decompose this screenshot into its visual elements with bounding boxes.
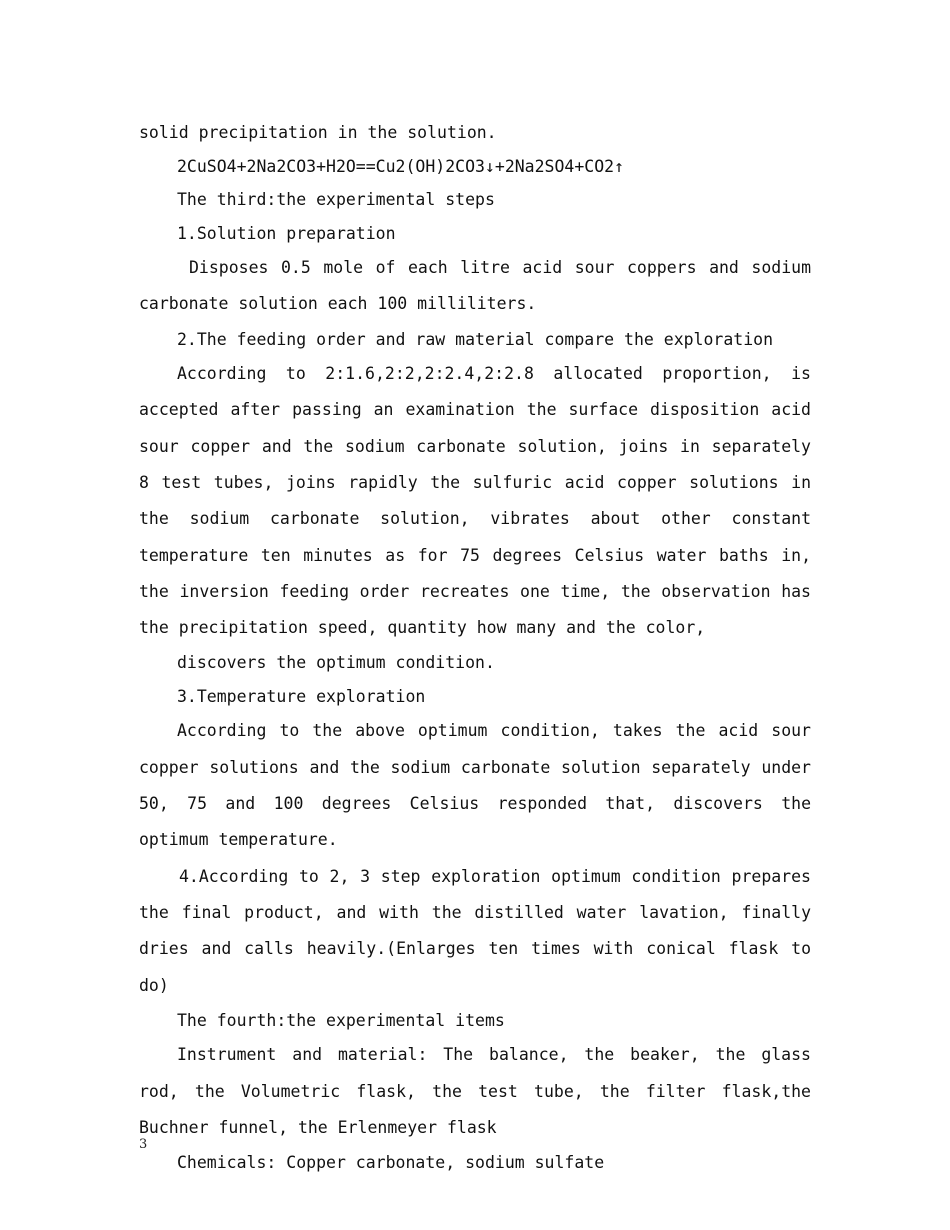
paragraph-optimum-condition: discovers the optimum condition. (177, 653, 495, 673)
step-heading-solution-preparation: 1.Solution preparation (177, 223, 396, 243)
step-heading-temperature-exploration: 3.Temperature exploration (177, 686, 426, 706)
paragraph-feeding-order: According to 2:1.6,2:2,2:2.4,2:2.8 allocated proportion, is accepted after passing an examination the surface disposition acid sour copper and the sodium carbonate solution, joins in separately 8 test tubes, joins rapidly the sulfuric acid copper solutions in the sodium carbonate solution, vibrates about other constant temperature ten minutes as for 75 degrees Celsius water baths in, the inversion feeding order recreates one time, the observation has the precipitation speed, quantity how many and the color, (139, 364, 811, 638)
paragraph-precipitation-end: solid precipitation in the solution. (139, 123, 497, 142)
paragraph-final-product: 4.According to 2, 3 step exploration optimum condition prepares the final product, and with the distilled water lavation, finally dries and calls heavily.(Enlarges ten times with conical flask to do) (139, 866, 811, 995)
page-body (139, 116, 811, 1180)
step-heading-feeding-order: 2.The feeding order and raw material compare the exploration (177, 329, 774, 349)
page-number: 3 (139, 1137, 148, 1152)
paragraph-solution-preparation: Disposes 0.5 mole of each litre acid sour coppers and sodium carbonate solution each 100 milliliters. (139, 258, 811, 314)
paragraph-temperature-exploration: According to the above optimum condition, takes the acid sour copper solutions and the sodium carbonate solution separately under 50, 75 and 100 degrees Celsius responded that, discovers the optimum temperature. (139, 721, 811, 850)
chemical-equation: 2CuSO4+2Na2CO3+H2O==Cu2(OH)2CO3↓+2Na2SO4+CO2↑ (177, 156, 625, 176)
paragraph-chemicals: Chemicals: Copper carbonate, sodium sulfate (177, 1153, 605, 1173)
section-heading-experimental-steps: The third:the experimental steps (177, 190, 495, 209)
section-heading-experimental-items: The fourth:the experimental items (177, 1010, 505, 1030)
paragraph-instruments: Instrument and material: The balance, the beaker, the glass rod, the Volumetric flask, the test tube, the filter flask,the Buchner funnel, the Erlenmeyer flask (139, 1045, 811, 1137)
